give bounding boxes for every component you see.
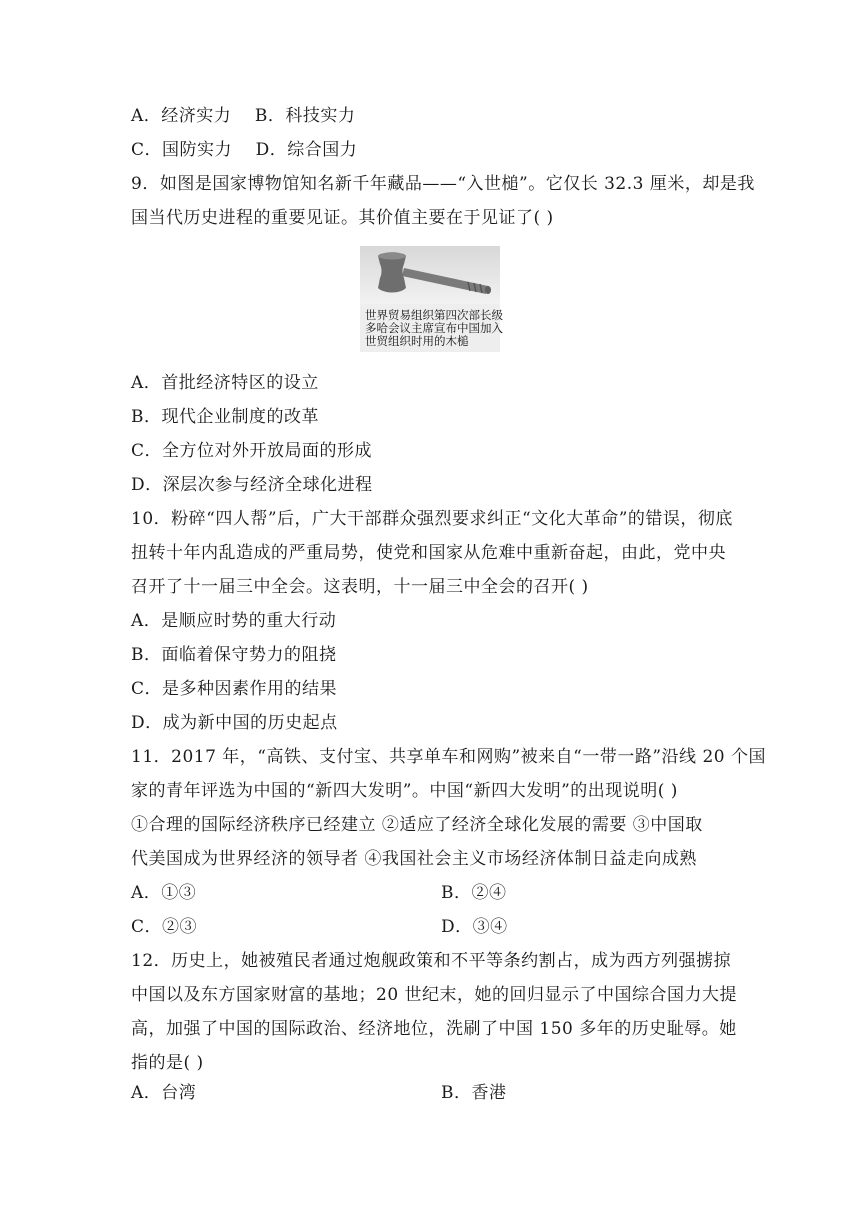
q11-stem-line: ①合理的国际经济秩序已经建立 ②适应了经济全球化发展的需要 ③中国取 (131, 815, 703, 835)
figure-caption-line: 世贸组织时用的木槌 (365, 334, 469, 348)
q11-option-c[interactable]: C．②③ (131, 917, 198, 937)
q10-stem-line: 召开了十一届三中全会。这表明，十一届三中全会的召开( ) (131, 577, 589, 597)
q11-option-b[interactable]: B．②④ (441, 883, 507, 903)
q10-option-d[interactable]: D．成为新中国的历史起点 (131, 713, 338, 733)
q8-options-row1 (131, 105, 355, 127)
q12-option-b[interactable]: B．香港 (441, 1083, 507, 1103)
q9-option-d[interactable]: D．深层次参与经济全球化进程 (131, 475, 373, 495)
gavel-figure (360, 246, 503, 352)
gavel-icon (360, 246, 500, 304)
q8-option-b[interactable]: B．科技实力 (254, 106, 356, 126)
q12-stem-line: 高，加强了中国的国际政治、经济地位，洗刷了中国 150 多年的历史耻辱。她 (131, 1019, 737, 1039)
q8-option-d[interactable]: D．综合国力 (255, 140, 358, 160)
q12-stem-line: 中国以及东方国家财富的基地；20 世纪末，她的回归显示了中国综合国力大提 (131, 985, 738, 1005)
figure-caption-line: 世界贸易组织第四次部长级 (365, 308, 503, 322)
q11-option-d[interactable]: D．③④ (441, 917, 508, 937)
gavel-photo (360, 246, 500, 304)
q9-option-c[interactable]: C．全方位对外开放局面的形成 (131, 441, 373, 461)
q10-option-b[interactable]: B．面临着保守势力的阻挠 (131, 645, 337, 665)
q9-stem-line: 国当代历史进程的重要见证。其价值主要在于见证了( ) (131, 208, 554, 228)
q12-stem-line: 12．历史上，她被殖民者通过炮舰政策和不平等条约割占，成为西方列强掳掠 (131, 951, 732, 971)
q8-option-c[interactable]: C．国防实力 (131, 140, 233, 160)
q8-option-a[interactable]: A．经济实力 (131, 106, 232, 126)
q12-stem-line: 指的是( ) (131, 1053, 204, 1073)
q8-options-row2 (131, 139, 357, 161)
q9-option-b[interactable]: B．现代企业制度的改革 (131, 407, 319, 427)
q11-stem-line: 11．2017 年，“高铁、支付宝、共享单车和网购”被来自“一带一路”沿线 20 个国 (131, 747, 767, 767)
q10-stem-line: 扭转十年内乱造成的严重局势，使党和国家从危难中重新奋起，由此，党中央 (131, 543, 726, 563)
q10-stem-line: 10．粉碎“四人帮”后，广大干部群众强烈要求纠正“文化大革命”的错误，彻底 (131, 509, 733, 529)
q11-stem-line: 代美国成为世界经济的领导者 ④我国社会主义市场经济体制日益走向成熟 (131, 849, 697, 869)
q9-stem-line: 9．如图是国家博物馆知名新千年藏品——“入世槌”。它仅长 32.3 厘米，却是我 (131, 174, 755, 194)
q9-option-a[interactable]: A．首批经济特区的设立 (131, 373, 319, 393)
figure-caption-line: 多哈会议主席宣布中国加入 (365, 321, 503, 335)
q11-stem-line: 家的青年评选为中国的“新四大发明”。中国“新四大发明”的出现说明( ) (131, 781, 678, 801)
q11-option-a[interactable]: A．①③ (131, 883, 197, 903)
q12-option-a[interactable]: A．台湾 (131, 1083, 197, 1103)
q10-option-a[interactable]: A．是顺应时势的重大行动 (131, 611, 337, 631)
q10-option-c[interactable]: C．是多种因素作用的结果 (131, 679, 338, 699)
